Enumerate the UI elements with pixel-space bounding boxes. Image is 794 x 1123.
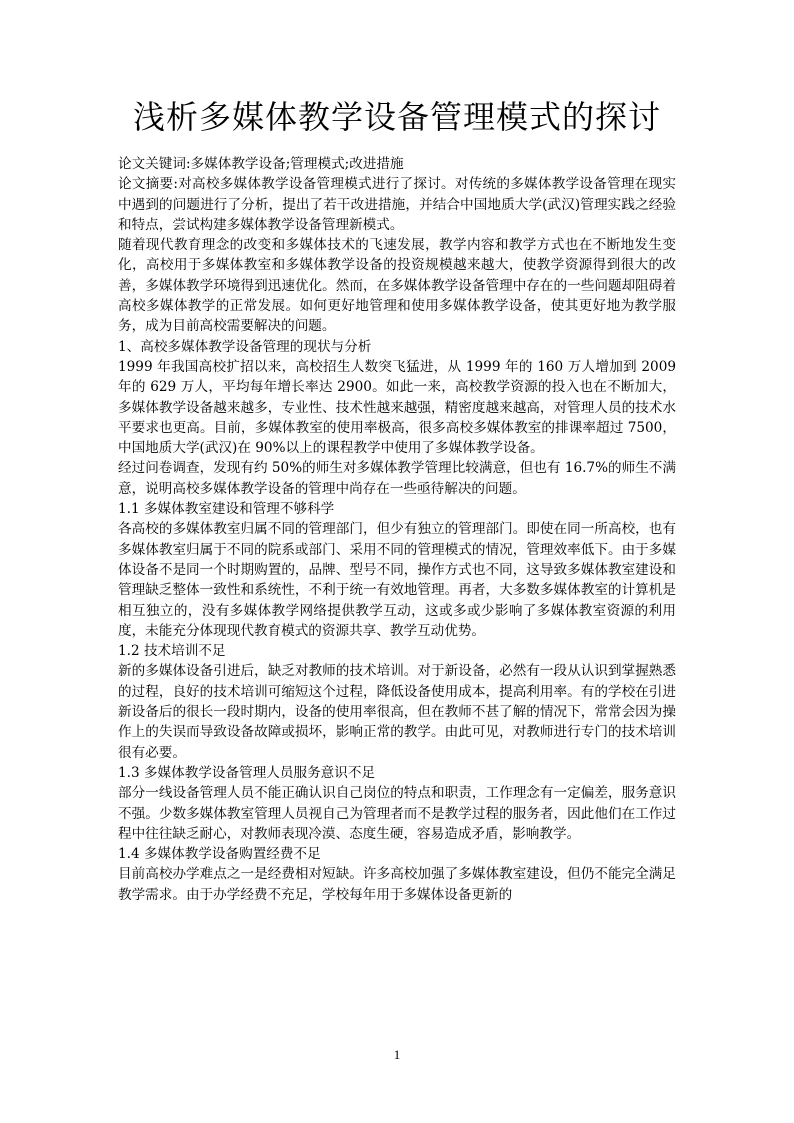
- intro-paragraph: 随着现代教育理念的改变和多媒体技术的飞速发展，教学内容和教学方式也在不断地发生变化，高校用于多媒体教室和多媒体教学设备的投资规模越来越大，使教学资源得到很大的改善，多媒体教学环境得到迅速优化。然而，在多媒体教学设备管理中存在的一些问题却阻碍着高校多媒体教学的正常发展。如何更好地管理和使用多媒体教学设备，使其更好地为教学服务，成为目前高校需要解决的问题。: [118, 237, 676, 335]
- page-title: 浅析多媒体教学设备管理模式的探讨: [132, 98, 661, 136]
- section-heading-1-1: 1.1 多媒体教室建设和管理不够科学: [118, 501, 335, 518]
- section-heading-1-3: 1.3 多媒体教学设备管理人员服务意识不足: [118, 764, 376, 781]
- body-paragraph: 部分一线设备管理人员不能正确认识自己岗位的特点和职责，工作理念有一定偏差，服务意识不强。少数多媒体教室管理人员视自己为管理者而不是教学过程的服务者，因此他们在工作过程中往往缺乏耐心，对教师表现冷漠、态度生硬，容易造成矛盾，影响教学。: [118, 785, 676, 842]
- body-paragraph: 1999 年我国高校扩招以来，高校招生人数突飞猛进，从 1999 年的 160 万人增加到 2009 年的 629 万人，平均每年增长率达 2900。如此一来，高校教学资源的投入也在不断加大，多媒体教学设备越来越多，专业性、技术性越来越强，精密度越来越高，对管理人员的技术水平要求也更高。目前，多媒体教室的使用率极高，很多高校多媒体教室的排课率超过 7500，中国地质大学(武汉)在 90%以上的课程教学中使用了多媒体教学设备。: [118, 358, 676, 457]
- body-paragraph: 目前高校办学难点之一是经费相对短缺。许多高校加强了多媒体教室建设，但仍不能完全满足教学需求。由于办学经费不充足，学校每年用于多媒体设备更新的: [118, 866, 676, 903]
- article-body: [118, 154, 676, 905]
- abstract-paragraph: 论文摘要:对高校多媒体教学设备管理模式进行了探讨。对传统的多媒体教学设备管理在现实中遇到的问题进行了分析，提出了若干改进措施，并结合中国地质大学(武汉)管理实践之经验和特点，尝试构建多媒体教学设备管理新模式。: [118, 176, 676, 233]
- keywords-paragraph: 论文关键词:多媒体教学设备;管理模式;改进措施: [118, 156, 404, 172]
- body-paragraph: 经过问卷调查，发现有约 50%的师生对多媒体教学管理比较满意，但也有 16.7%的师生不满意，说明高校多媒体教学设备的管理中尚存在一些亟待解决的问题。: [118, 460, 676, 497]
- page-number: 1: [393, 1047, 401, 1062]
- body-paragraph: 各高校的多媒体教室归属不同的管理部门，但少有独立的管理部门。即使在同一所高校，也有多媒体教室归属于不同的院系或部门、采用不同的管理模式的情况，管理效率低下。由于多媒体设备不是同一个时期购置的，品牌、型号不同，操作方式也不同，这导致多媒体教室建设和管理缺乏整体一致性和系统性，不利于统一有效地管理。再者，大多数多媒体教室的计算机是相互独立的，没有多媒体教学网络提供教学互动，这或多或少影响了多媒体教室资源的利用度，未能充分体现现代教育模式的资源共享、教学互动优势。: [118, 521, 676, 639]
- section-heading-1-2: 1.2 技术培训不足: [118, 643, 226, 660]
- body-paragraph: 新的多媒体设备引进后，缺乏对教师的技术培训。对于新设备，必然有一段从认识到掌握熟悉的过程，良好的技术培训可缩短这个过程，降低设备使用成本，提高利用率。有的学校在引进新设备后的很长一段时期内，设备的使用率很高，但在教师不甚了解的情况下，常常会因为操作上的失误而导致设备故障或损坏，影响正常的教学。由此可见，对教师进行专门的技术培训很有必要。: [118, 663, 676, 761]
- section-heading-1: 1、高校多媒体教学设备管理的现状与分析: [118, 338, 372, 355]
- section-heading-1-4: 1.4 多媒体教学设备购置经费不足: [118, 846, 321, 863]
